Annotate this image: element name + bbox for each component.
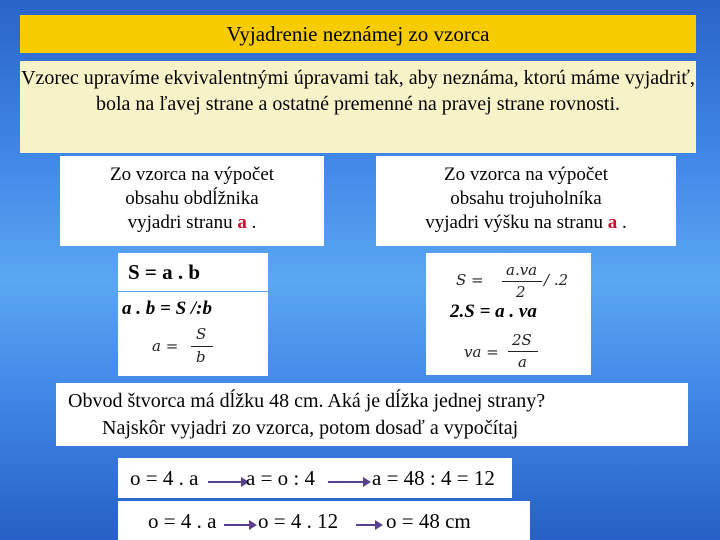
rect-result-lhs: a = bbox=[152, 337, 179, 355]
rect-result-num: S bbox=[196, 325, 207, 343]
chain-step-2: o = 4 . 12 bbox=[258, 509, 339, 533]
tri-result-lhs: va = bbox=[464, 343, 499, 361]
problem-line2: Najskôr vyjadri zo vzorca, potom dosaď a vypočítaj bbox=[102, 417, 519, 439]
task-triangle-line3: vyjadri výšku na stranu a . bbox=[425, 212, 627, 233]
arrow-icon bbox=[356, 524, 380, 526]
task-triangle-line2: obsahu trojuholníka bbox=[450, 188, 602, 209]
problem-line1: Obvod štvorca má dĺžku 48 cm. Aká je dĺžka jednej strany? bbox=[68, 390, 546, 412]
solution-chain-side bbox=[118, 458, 512, 498]
rectangle-area-formula: S = a . b bbox=[118, 253, 268, 291]
fraction-bar bbox=[502, 281, 542, 282]
task-rectangle-line2: obsahu obdĺžnika bbox=[125, 188, 259, 209]
fraction-bar bbox=[191, 346, 213, 347]
chain-step-3: a = 48 : 4 = 12 bbox=[372, 466, 495, 490]
triangle-step: 2.S = a . va bbox=[450, 301, 537, 322]
arrow-icon bbox=[208, 481, 246, 483]
tri-result-num: 2S bbox=[512, 331, 532, 349]
unknown-a: a bbox=[607, 212, 618, 233]
rect-result-den: b bbox=[196, 348, 206, 366]
task-rectangle-line3: vyjadri stranu a . bbox=[127, 212, 257, 233]
problem-statement bbox=[56, 383, 688, 446]
arrow-icon bbox=[328, 481, 368, 483]
tri-formula-op: / .2 bbox=[544, 271, 569, 289]
triangle-solution bbox=[426, 253, 591, 375]
slide-title: Vyjadrenie neznámej zo vzorca bbox=[20, 15, 696, 53]
chain-step-3: o = 48 cm bbox=[386, 509, 471, 533]
unknown-a: a bbox=[237, 212, 247, 233]
solution-chain-perimeter bbox=[118, 501, 530, 540]
task-triangle-line1: Zo vzorca na výpočet bbox=[443, 164, 609, 185]
chain-step-2: a = o : 4 bbox=[246, 466, 315, 490]
tri-formula-num: a.va bbox=[506, 261, 538, 279]
intro-text: Vzorec upravíme ekvivalentnými úpravami tak, aby neznáma, ktorú máme vyjadriť, bola na ľavej strane a ostatné premenné na pravej strane rovnosti. bbox=[20, 61, 696, 153]
task-rectangle bbox=[60, 156, 324, 246]
arrow-icon bbox=[224, 524, 254, 526]
rectangle-solution bbox=[118, 292, 268, 376]
tri-formula-den: 2 bbox=[516, 283, 526, 301]
chain-step-1: o = 4 . a bbox=[148, 509, 217, 533]
fraction-bar bbox=[508, 351, 538, 352]
task-triangle bbox=[376, 156, 676, 246]
chain-step-1: o = 4 . a bbox=[130, 466, 199, 490]
tri-formula-lhs: S = bbox=[456, 271, 484, 289]
tri-result-den: a bbox=[518, 353, 527, 371]
task-rectangle-line1: Zo vzorca na výpočet bbox=[109, 164, 275, 185]
rectangle-step: a . b = S /:b bbox=[122, 298, 212, 319]
